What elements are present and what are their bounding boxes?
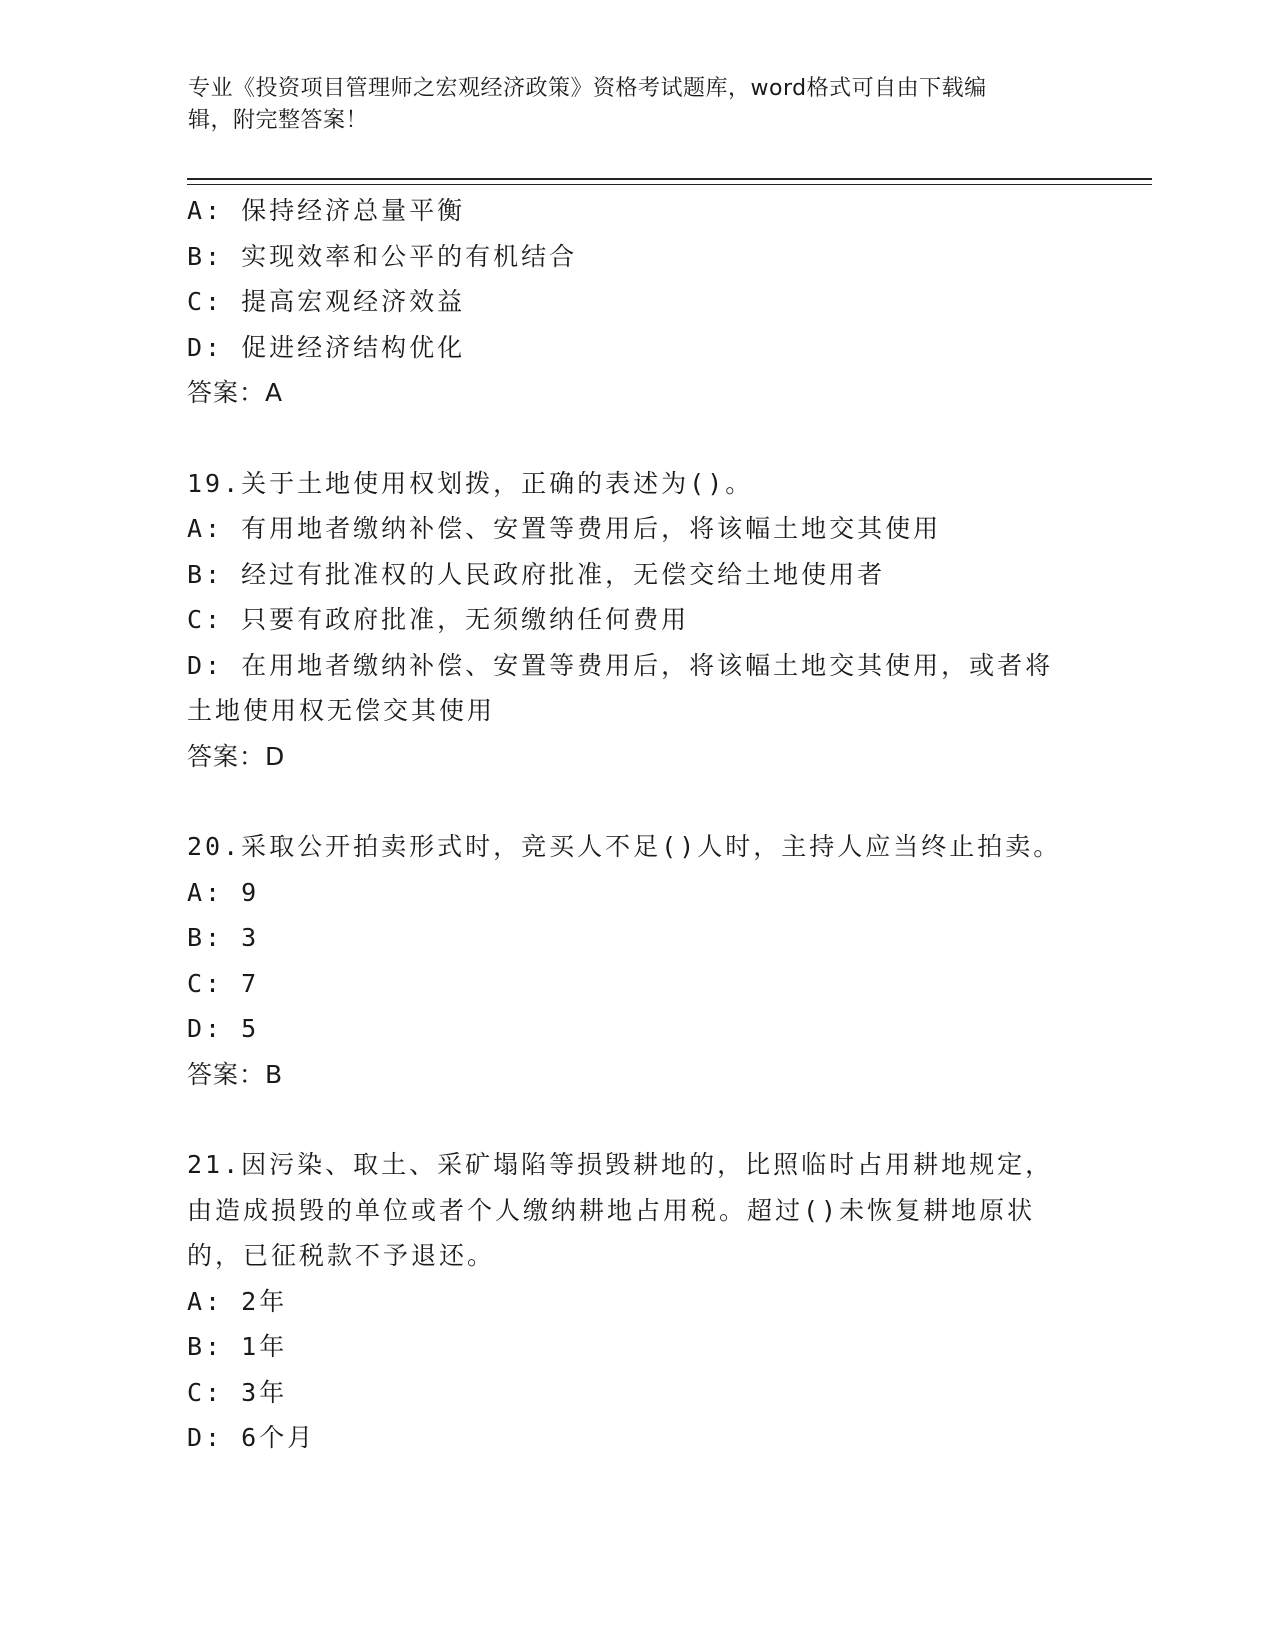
option-b: B: 3 <box>187 923 260 952</box>
option-c: C: 只要有政府批准，无须缴纳任何费用 <box>187 605 690 634</box>
option-d-continued: 土地使用权无偿交其使用 <box>187 696 496 725</box>
option-b: B: 实现效率和公平的有机结合 <box>187 241 578 271</box>
option-c: C: 7 <box>187 968 260 998</box>
question-text: 19.关于土地使用权划拨，正确的表述为()。 <box>187 468 754 498</box>
option-d: D: 促进经济结构优化 <box>187 332 466 362</box>
option-b: B: 经过有批准权的人民政府批准，无偿交给土地使用者 <box>187 559 886 589</box>
option-b: B: 1年 <box>187 1332 288 1361</box>
option-d: D: 5 <box>187 1014 260 1043</box>
question-20 <box>187 824 1087 1097</box>
question-19 <box>187 461 1087 780</box>
spacer <box>187 416 1087 461</box>
answer-line: 答案：D <box>187 741 286 771</box>
document-header <box>188 73 1068 137</box>
option-a: A: 保持经济总量平衡 <box>187 196 466 225</box>
header-title-line-1: 专业《投资项目管理师之宏观经济政策》资格考试题库，word格式可自由下载编 <box>188 76 987 101</box>
question-18 <box>187 188 1087 416</box>
answer-line: 答案：B <box>187 1059 284 1089</box>
option-a: A: 9 <box>187 877 260 907</box>
option-c: C: 提高宏观经济效益 <box>187 287 466 316</box>
question-text-line-3: 的，已征税款不予退还。 <box>187 1241 496 1270</box>
question-text-line-1: 21.因污染、取土、采矿塌陷等损毁耕地的，比照临时占用耕地规定， <box>187 1150 1054 1179</box>
spacer <box>187 779 1087 824</box>
question-text-line-2: 由造成损毁的单位或者个人缴纳耕地占用税。超过()未恢复耕地原状 <box>187 1195 1036 1225</box>
option-c: C: 3年 <box>187 1377 288 1407</box>
question-list <box>187 188 1087 1461</box>
header-title-line-2: 辑，附完整答案！ <box>188 108 369 133</box>
spacer <box>187 1097 1087 1142</box>
header-divider-thick <box>187 178 1152 180</box>
header-divider-thin <box>187 184 1152 185</box>
question-text: 20.采取公开拍卖形式时，竞买人不足()人时，主持人应当终止拍卖。 <box>187 832 1062 861</box>
option-a: A: 2年 <box>187 1286 288 1316</box>
answer-line: 答案：A <box>187 378 284 407</box>
option-d: D: 6个月 <box>187 1423 316 1452</box>
option-d: D: 在用地者缴纳补偿、安置等费用后，将该幅土地交其使用，或者将 <box>187 650 1054 680</box>
question-21 <box>187 1142 1087 1461</box>
option-a: A: 有用地者缴纳补偿、安置等费用后，将该幅土地交其使用 <box>187 514 942 543</box>
